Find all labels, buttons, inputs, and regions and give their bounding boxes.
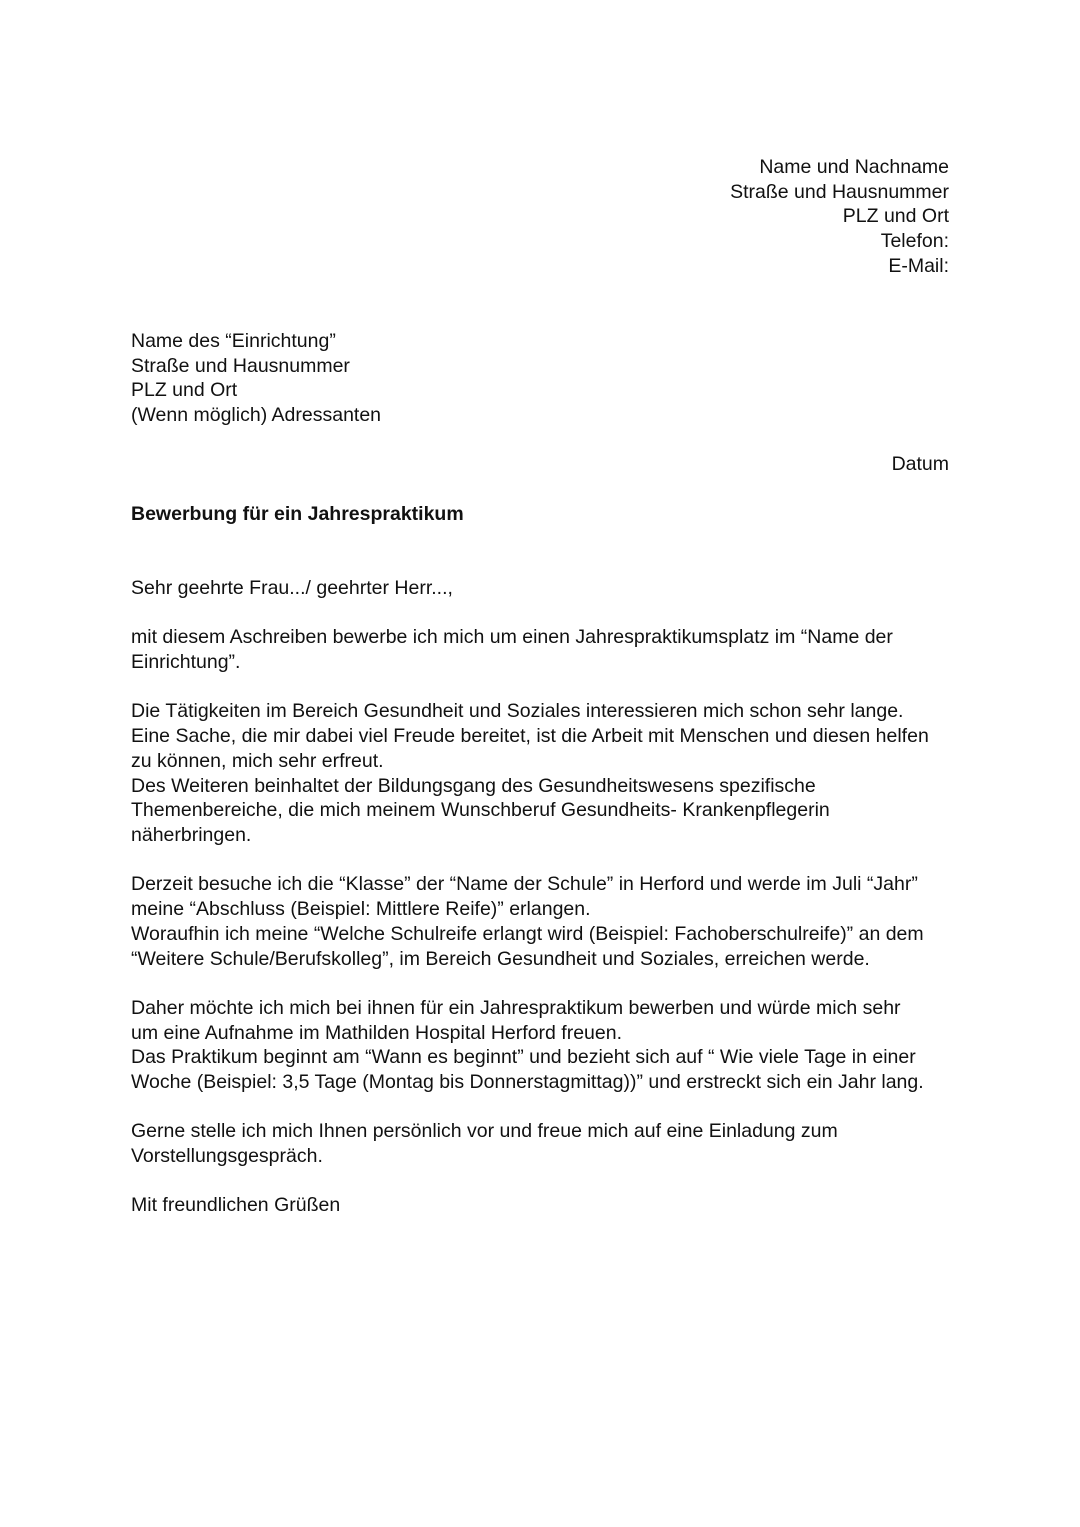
closing: Mit freundlichen Grüßen [131,1194,341,1217]
sender-name: Name und Nachname [759,156,949,178]
letter-date: Datum [891,453,949,475]
paragraph-line: Das Praktikum beginnt am “Wann es beginnt” und bezieht sich auf “ Wie viele Tage in einer [131,1046,916,1069]
paragraph-gap [131,675,953,700]
paragraph-line: Gerne stelle ich mich Ihnen persönlich vor und freue mich auf eine Einladung zum [131,1120,838,1143]
paragraph-line: Themenbereiche, die mich meinem Wunschberuf Gesundheits- Krankenpflegerin [131,799,830,822]
paragraph-line: Derzeit besuche ich die “Klasse” der “Name der Schule” in Herford und werde im Juli “Jahr” [131,873,918,896]
sender-address-block [730,155,949,279]
paragraph-line: Woche (Beispiel: 3,5 Tage (Montag bis Donnerstagmittag))” und erstreckt sich ein Jahr lang. [131,1071,924,1093]
paragraph-line: Des Weiteren beinhaltet der Bildungsgang des Gesundheitswesens spezifische [131,774,816,797]
paragraph-line: mit diesem Aschreiben bewerbe ich mich um einen Jahrespraktikumsplatz im “Name der [131,626,893,649]
paragraph-gap [131,1169,953,1194]
paragraph-gap [131,848,953,873]
sender-email: E-Mail: [888,254,949,277]
paragraph-line: zu können, mich sehr erfreut. [131,749,384,772]
paragraph-1 [131,625,953,674]
paragraph-line: Vorstellungsgespräch. [131,1145,323,1168]
recipient-street: Straße und Hausnummer [131,354,350,377]
paragraph-line: Eine Sache, die mir dabei viel Freude bereitet, ist die Arbeit mit Menschen und diesen helfen [131,725,929,748]
paragraph-3 [131,872,953,971]
recipient-addressee: (Wenn möglich) Adressanten [131,404,382,427]
sender-street: Straße und Hausnummer [730,180,949,203]
paragraph-5 [131,1119,953,1168]
paragraph-line: um eine Aufnahme im Mathilden Hospital Herford freuen. [131,1021,623,1044]
paragraph-line: näherbringen. [131,824,252,846]
paragraph-4 [131,996,953,1095]
paragraph-gap [131,1095,953,1120]
paragraph-gap [131,971,953,996]
salutation: Sehr geehrte Frau.../ geehrter Herr..., [131,577,453,599]
sender-phone: Telefon: [880,230,949,253]
paragraph-line: Daher möchte ich mich bei ihnen für ein Jahrespraktikum bewerben und würde mich sehr [131,996,901,1019]
recipient-address-block [131,329,381,428]
paragraph-2 [131,699,953,847]
recipient-city: PLZ und Ort [131,379,238,402]
paragraph-line: Einrichtung”. [131,651,241,674]
paragraph-line: Die Tätigkeiten im Bereich Gesundheit und Soziales interessieren mich schon sehr lange. [131,700,904,723]
paragraph-line: “Weitere Schule/Berufskolleg”, im Bereich Gesundheit und Soziales, erreichen werde. [131,947,870,970]
recipient-name: Name des “Einrichtung” [131,330,336,352]
paragraph-gap [131,601,953,626]
paragraph-line: meine “Abschluss (Beispiel: Mittlere Reife)” erlangen. [131,898,591,921]
sender-city: PLZ und Ort [842,205,949,228]
paragraph-line: Woraufhin ich meine “Welche Schulreife erlangt wird (Beispiel: Fachoberschulreife)” an dem [131,922,924,945]
letter-body [131,576,953,1218]
letter-subject: Bewerbung für ein Jahrespraktikum [131,503,464,525]
